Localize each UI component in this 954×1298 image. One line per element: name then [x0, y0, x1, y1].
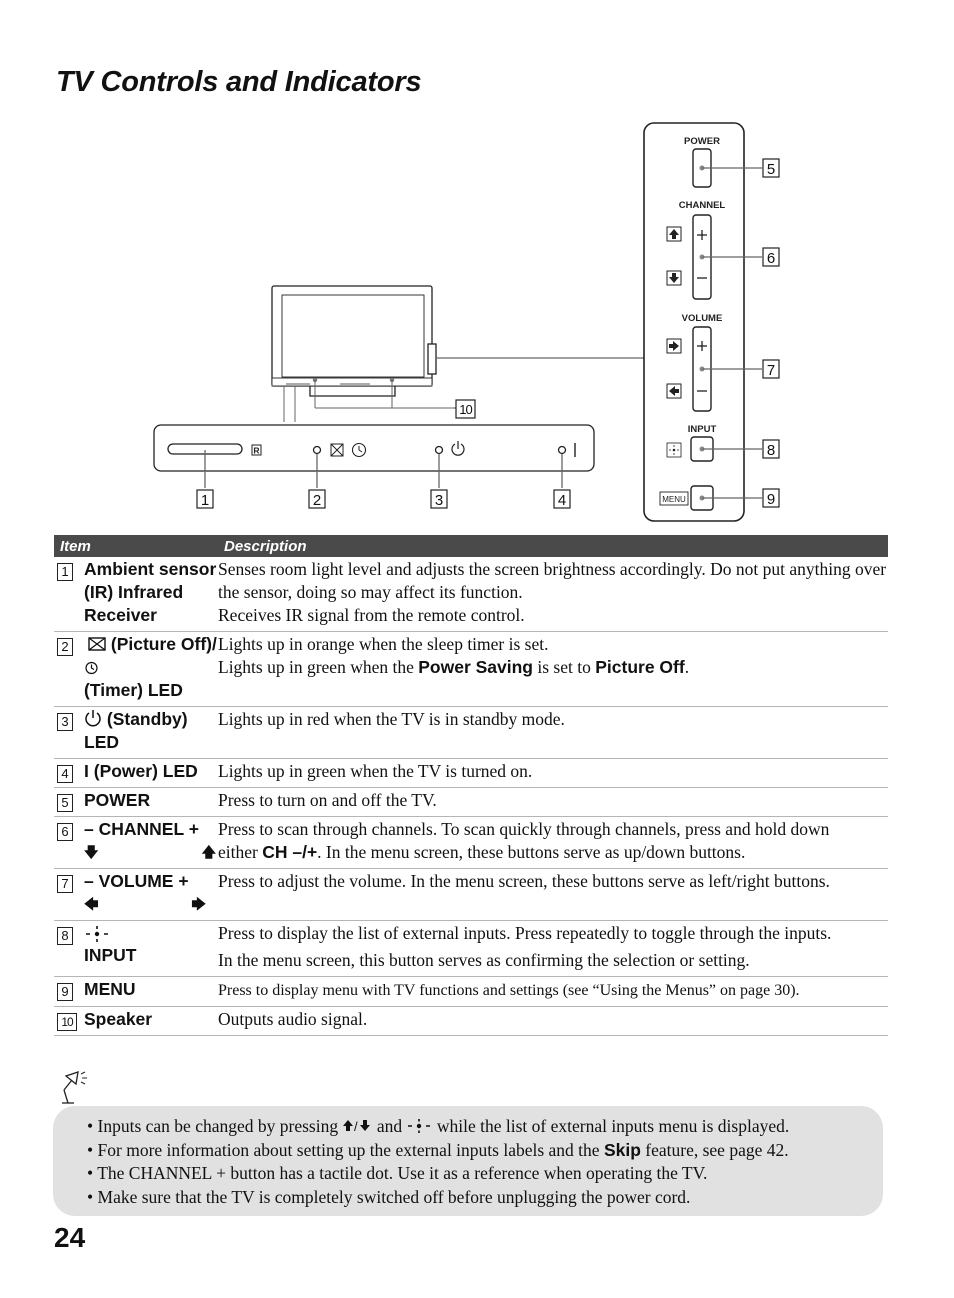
channel-label: CHANNEL [678, 200, 726, 211]
power-led-icon: I [84, 761, 89, 781]
row-item: INPUT [84, 921, 218, 977]
svg-text:10: 10 [459, 402, 472, 417]
tip-item: • The CHANNEL + button has a tactile dot. Use it as a reference when operating the TV. [87, 1162, 883, 1186]
input-icon [406, 1118, 432, 1134]
row-item: (Standby) LED [84, 707, 218, 759]
row-description: Senses room light level and adjusts the screen brightness accordingly. Do not put anything over the sensor, doing so may affect its function. Receives IR signal from the remote control. [218, 557, 888, 632]
down-arrow-icon: 🡇 [84, 844, 99, 860]
row-item: (Picture Off)/ (Timer) LED [84, 632, 218, 707]
table-row [54, 977, 888, 1007]
header-description: Description [218, 535, 888, 557]
svg-text:6: 6 [766, 250, 776, 267]
row-number: 2 [57, 638, 73, 656]
timer-icon [84, 660, 99, 675]
row-item: I (Power) LED [84, 759, 218, 788]
row-description: Press to adjust the volume. In the menu screen, these buttons serve as left/right buttons. [218, 869, 888, 921]
row-item: Ambient sensor (IR) Infrared Receiver [84, 557, 218, 632]
callout-9 [763, 489, 779, 508]
menu-key-label: MENU [662, 495, 686, 504]
row-number: 7 [57, 875, 73, 893]
callout-5 [763, 159, 779, 178]
row-item: MENU [84, 977, 218, 1007]
row-description: Press to turn on and off the TV. [218, 788, 888, 817]
callout-3 [431, 490, 447, 509]
input-icon [84, 924, 110, 944]
svg-text:5: 5 [766, 161, 776, 178]
left-arrow-icon: 🡄 [84, 896, 99, 912]
svg-text:/: / [354, 1119, 359, 1133]
row-description: Lights up in orange when the sleep timer is set. Lights up in green when the Power Saving is set to Picture Off. [218, 632, 888, 707]
callout-2 [309, 490, 325, 509]
table-row [54, 869, 888, 921]
row-number: 10 [57, 1013, 77, 1031]
row-item: Speaker [84, 1007, 218, 1036]
table-row [54, 817, 888, 869]
callout-7 [763, 360, 779, 379]
row-number: 5 [57, 794, 73, 812]
row-number: 8 [57, 927, 73, 945]
callout-10 [456, 400, 475, 418]
svg-text:1: 1 [200, 492, 210, 509]
table-row [54, 707, 888, 759]
table-row [54, 557, 888, 632]
row-number: 4 [57, 765, 73, 783]
row-description: Lights up in green when the TV is turned on. [218, 759, 888, 788]
row-number: 9 [57, 983, 73, 1001]
tv-illustration [272, 286, 436, 396]
table-row [54, 788, 888, 817]
row-item: – CHANNEL + 🡇 🡅 [84, 817, 218, 869]
page-number: 24 [54, 1222, 86, 1253]
power-label: POWER [684, 136, 720, 147]
table-row [54, 921, 888, 977]
page-title: TV Controls and Indicators [56, 66, 422, 98]
up-down-arrow-icon [342, 1119, 372, 1133]
svg-text:8: 8 [766, 442, 776, 459]
table-row [54, 759, 888, 788]
tip-item: • For more information about setting up the external inputs labels and the Skip feature, see page 42. [87, 1139, 883, 1163]
table-row [54, 1007, 888, 1036]
row-item: – VOLUME + 🡄 🡆 [84, 869, 218, 921]
svg-text:3: 3 [434, 492, 444, 509]
item-description-table [54, 535, 888, 1036]
picture-off-icon [88, 637, 106, 651]
row-description: Press to display menu with TV functions and settings (see “Using the Menus” on page 30). [218, 977, 888, 1007]
header-item: Item [54, 535, 218, 557]
svg-text:4: 4 [557, 492, 567, 509]
row-description: Lights up in red when the TV is in standby mode. [218, 707, 888, 759]
row-item: POWER [84, 788, 218, 817]
row-description: Outputs audio signal. [218, 1007, 888, 1036]
standby-icon [84, 709, 102, 727]
table-row [54, 632, 888, 707]
callout-4 [554, 490, 570, 509]
table-header [54, 535, 888, 557]
row-number: 6 [57, 823, 73, 841]
sensor-mark: R [253, 445, 260, 456]
front-panel [154, 425, 594, 471]
input-label: INPUT [687, 424, 717, 435]
row-description: Press to scan through channels. To scan quickly through channels, press and hold down either CH –/+. In the menu screen, these buttons serve as up/down buttons. [218, 817, 888, 869]
svg-text:7: 7 [766, 362, 776, 379]
tip-item: • Make sure that the TV is completely switched off before unplugging the power cord. [87, 1186, 883, 1210]
row-number: 3 [57, 713, 73, 731]
row-description: Press to display the list of external inputs. Press repeatedly to toggle through the inputs. In the menu screen, this button serves as confirming the selection or setting. [218, 921, 888, 977]
svg-text:9: 9 [766, 491, 776, 508]
callout-6 [763, 248, 779, 267]
tv-controls-diagram [140, 118, 780, 526]
tip-item: • Inputs can be changed by pressing / and while the list of external inputs menu is displayed. [87, 1115, 883, 1139]
tip-lamp-icon [54, 1068, 96, 1106]
tips-box [53, 1106, 883, 1216]
right-arrow-icon: 🡆 [191, 896, 206, 912]
up-arrow-icon: 🡅 [201, 844, 216, 860]
svg-text:2: 2 [312, 492, 322, 509]
volume-label: VOLUME [681, 313, 723, 324]
row-number: 1 [57, 563, 73, 581]
callout-1 [197, 490, 213, 509]
callout-8 [763, 440, 779, 459]
